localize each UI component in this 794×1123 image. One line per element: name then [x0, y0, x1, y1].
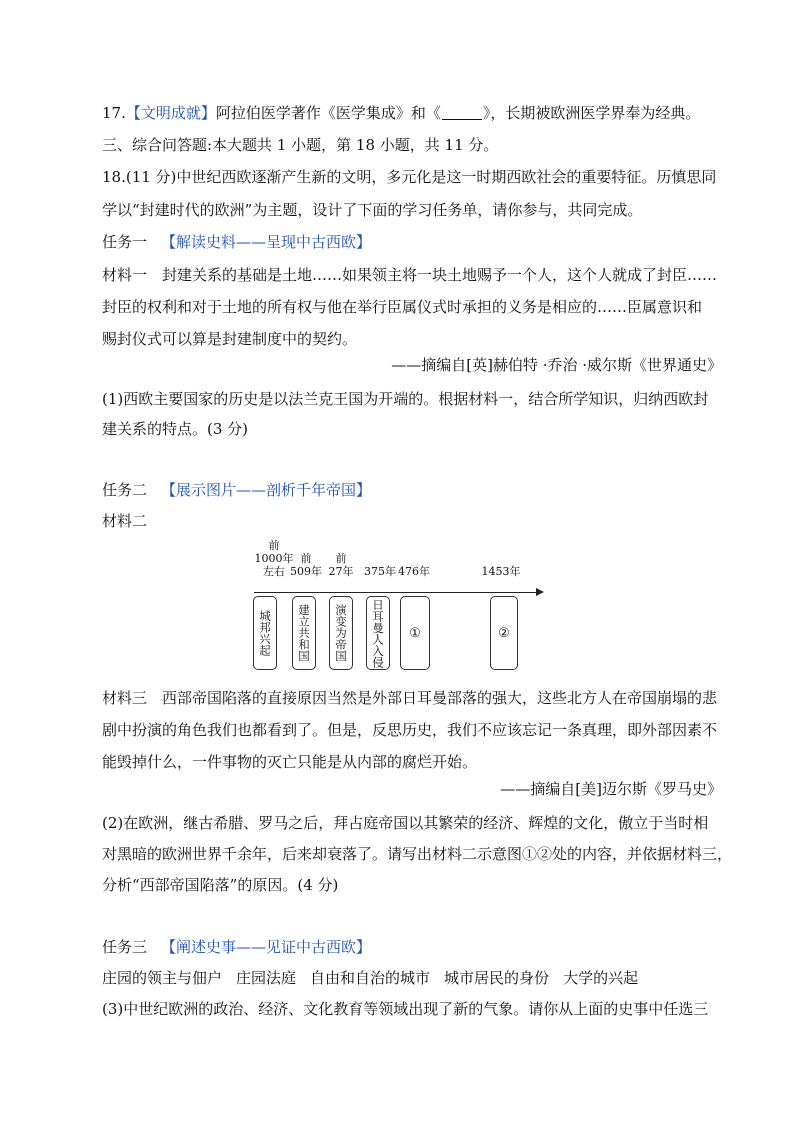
date-2-year: 509年 — [290, 565, 322, 578]
timeline-date-6: 1453年 — [481, 565, 521, 578]
material-1-line-2: 封臣的权利和对于土地的所有权与他在举行臣属仪式时承担的义务是相应的……臣属意识和 — [102, 298, 703, 316]
q18-1-line-2: 建关系的特点。(3 分) — [102, 420, 249, 438]
task-1-tag: 【解读史料——呈现中古西欧】 — [161, 233, 372, 251]
material-3-line-1: 材料三 西部帝国陷落的直接原因当然是外部日耳曼部落的强大，这些北方人在帝国崩塌的悲 — [102, 689, 718, 707]
q18-2-line-2: 对黑暗的欧洲世界千余年，后来却衰落了。请写出材料二示意图①②处的内容，并依据材料三， — [102, 845, 733, 863]
task-2-label: 任务二 — [102, 481, 148, 499]
timeline-diagram — [248, 535, 548, 670]
material-1-line-3: 赐封仪式可以算是封建制度中的契约。 — [102, 330, 358, 348]
material-1-line-1: 材料一 封建关系的基础是土地……如果领主将一块土地赐予一个人，这个人就成了封臣…… — [102, 266, 718, 284]
timeline-box-1: 城邦兴起 — [253, 596, 277, 670]
date-1-prefix: 前 — [268, 539, 280, 552]
timeline-date-5: 476年 — [398, 565, 430, 578]
task-3-label: 任务三 — [102, 938, 148, 956]
date-3-prefix: 前 — [335, 552, 347, 565]
q18-2-line-1: (2)在欧洲，继古希腊、罗马之后，拜占庭帝国以其繁荣的经济、辉煌的文化，傲立于当时相 — [102, 814, 709, 832]
q17-tag: 【文明成就】 — [125, 104, 216, 122]
task-3-item: 庄园法庭 — [236, 969, 297, 987]
q17-answer-blank[interactable] — [442, 105, 482, 120]
timeline-axis — [254, 592, 540, 593]
task-3-item: 庄园的领主与佃户 — [102, 969, 223, 987]
task-1-label: 任务一 — [102, 233, 148, 251]
task-3-item: 大学的兴起 — [563, 969, 639, 987]
timeline-date-3 — [325, 552, 357, 578]
timeline-box-6-blank[interactable]: ② — [490, 596, 518, 670]
date-2-prefix: 前 — [300, 552, 312, 565]
timeline-arrow-icon — [536, 588, 544, 596]
q18-3-line-1: (3)中世纪欧洲的政治、经济、文化教育等领域出现了新的气象。请你从上面的史事中任选三 — [102, 1000, 709, 1018]
task-2-heading — [102, 480, 371, 500]
timeline-box-2: 建立共和国 — [292, 596, 316, 670]
task-1-heading — [102, 232, 371, 252]
task-3-heading — [102, 937, 371, 957]
timeline-date-4: 375年 — [364, 565, 396, 578]
date-1-suffix: 左右 — [263, 565, 285, 578]
material-2-label: 材料二 — [102, 512, 148, 530]
task-2-tag: 【展示图片——剖析千年帝国】 — [161, 481, 372, 499]
material-3-line-2: 剧中扮演的角色我们也都看到了。但是，反思历史，我们不应该忘记一条真理，即外部因素不 — [102, 721, 718, 739]
q17-number: 17. — [102, 104, 126, 122]
q18-1-line-1: (1)西欧主要国家的历史是以法兰克王国为开端的。根据材料一，结合所学知识，归纳西欧封 — [102, 390, 709, 408]
q17-text-before: 阿拉伯医学著作《医学集成》和《 — [215, 104, 441, 122]
task-3-tag: 【阐述史事——见证中古西欧】 — [161, 938, 372, 956]
task-3-items — [102, 968, 638, 988]
timeline-box-5-blank[interactable]: ① — [400, 596, 430, 670]
q18-intro-line-2: 学以“封建时代的欧洲”为主题，设计了下面的学习任务单，请你参与，共同完成。 — [102, 201, 643, 219]
task-3-item: 自由和自治的城市 — [310, 969, 431, 987]
q18-2-line-3: 分析“西部帝国陷落”的原因。(4 分) — [102, 876, 339, 894]
q17-text-after: 》，长期被欧洲医学界奉为经典。 — [482, 104, 701, 122]
timeline-date-2 — [288, 552, 324, 578]
q18-intro-line-1: 18.(11 分)中世纪西欧逐渐产生新的文明，多元化是这一时期西欧社会的重要特征。历慎思同 — [102, 168, 717, 186]
material-1-source: ——摘编自[英]赫伯特 ·乔治 ·威尔斯《世界通史》 — [391, 356, 722, 374]
task-3-item: 城市居民的身份 — [444, 969, 550, 987]
material-3-source: ——摘编自[美]迈尔斯《罗马史》 — [500, 780, 722, 798]
section-3-heading: 三、综合问答题:本大题共 1 小题，第 18 小题，共 11 分。 — [102, 136, 499, 154]
date-3-year: 27年 — [328, 565, 354, 578]
question-17 — [102, 103, 700, 123]
date-1-year: 1000年 — [254, 552, 294, 565]
timeline-box-4: 日耳曼人入侵 — [366, 596, 390, 670]
material-3-line-3: 能毁掉什么，一件事物的灭亡只能是从内部的腐烂开始。 — [102, 753, 478, 771]
timeline-box-3: 演变为帝国 — [329, 596, 353, 670]
